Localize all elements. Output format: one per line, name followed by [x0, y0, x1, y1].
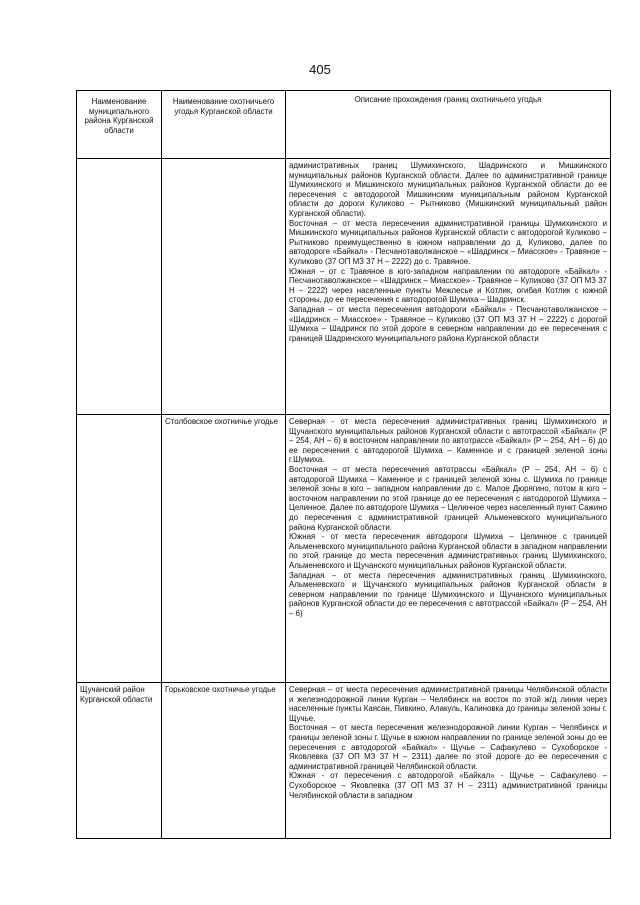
- boundary-paragraph: Южная - от места пересечения автодороги Шумиха – Целинное с границей Альменевского муниципального района Курганской области в западном направлении по этой границе до места пересечения административных границ Шумихинского, Альменевского и Щучанского муниципальных районов Курганской области.: [289, 532, 607, 570]
- header-district: Наименование муниципального района Курганской области: [77, 91, 162, 159]
- boundary-paragraph: Восточная – от места пересечения железнодорожной линии Курган – Челябинск и границы зеленой зоны г. Щучье в южном направлении по границе зеленой зоны до ее пересечения с автодорогой «Байкал» - Щучье – Сафакулево – Сухоборское - Яковлевка (37 ОП МЗ 37 Н – 2311) далее по этой дороге до ее пересечения с административной границей Челябинской области.: [289, 723, 607, 771]
- boundary-description-cell: [286, 415, 611, 683]
- table-row: [77, 415, 611, 683]
- boundary-paragraph: Западная – от места пересечения административных границ Шумихинского, Альменевского и Щучанского муниципальных районов Курганской области в северном направлении по границе Шумихинского и Щучанского муниципальных районов Курганской области до ее пересечения с автотрассой «Байкал» (Р – 254, АН – 6): [289, 570, 607, 618]
- boundary-paragraph: Северная – от места пересечения административной границы Челябинской области и железнодорожной линии Курган – Челябинск на восток по этой ж/д линии через населенные пункты Каясан, Пивкино, Алакуль, Калиновка до границы зеленой зоны г. Щучье.: [289, 685, 607, 723]
- header-hunting-area: Наименование охотничьего угодья Курганской области: [162, 91, 286, 159]
- district-cell: [77, 159, 162, 415]
- boundary-paragraph: административных границ Шумихинского, Шадринского и Мишкинского муниципальных районов Курганской области. Далее по административной границе Шумихинского и Мишкинского муниципальных районов Курганской области до ее пересечения с автодорогой Мишкинским муниципальным районом Курганской области до дороги Куликово – Рытниково (Мишкинский муниципальный район Курганской области).: [289, 161, 607, 218]
- boundary-paragraph: Западная – от места пересечения автодороги «Байкал» - Песчанотаволжанское – «Шадринск – Миасское» - Травяное – Куликово (37 ОП МЗ 37 Н – 2222) с дорогой Шумиха – Шадринск по этой дороге в северном направлении до ее пересечения с границей Шадринского муниципального района Курганской области: [289, 304, 607, 343]
- hunting-area-cell: Столбовское охотничье угодье: [162, 415, 286, 683]
- table-row: [77, 683, 611, 839]
- table-header-row: [77, 91, 611, 159]
- hunting-area-cell: [162, 159, 286, 415]
- district-cell: Щучанский район Курганской области: [77, 683, 162, 839]
- district-cell: [77, 415, 162, 683]
- hunting-grounds-table: [76, 90, 611, 839]
- boundary-description-cell: [286, 683, 611, 839]
- boundary-description-cell: [286, 159, 611, 415]
- boundary-paragraph: Восточная – от места пересечения административной границы Шумихинского и Мишкинского муниципальных районов Курганской области с автодорогой Куликово – Рытниково преимущественно в южном направлении до д. Куликово, далее по автодороге «Байкал» - Песчанотаволжанское – «Шадринск – Миасское» - Травяное – Куликово (37 ОП МЗ 37 Н – 2222) до с. Травяное.: [289, 218, 607, 266]
- boundary-paragraph: Восточная – от места пересечения автотрассы «Байкал» (Р – 254, АН – 6) с автодорогой Шумиха – Каменное и с границей зеленой зоны с. Шумиха по границе зеленой зоны в юго – западном направлении до с. Малое Дюрягино, потом в юго – восточном направлении по этой границе до ее пересечения с автодорогой Шумиха – Целинное. Далее по автодороге Шумиха – Целинное через населенный пункт Сажино до пересечения с административной границей Альменевского муниципального района Курганской области.: [289, 464, 607, 532]
- boundary-paragraph: Северная - от места пересечения административных границ Шумихинского и Щучанского муниципальных районов Курганской области с автотрассой «Байкал» (Р – 254, АН – 6) в восточном направлении по автотрассе «Байкал» (Р – 254, АН – 6) до ее пересечения с автодорогой Шумиха – Каменное и с границей зеленой зоны г.Шумиха.: [289, 417, 607, 465]
- header-boundary-description: Описание прохождения границ охотничьего угодья: [286, 91, 611, 159]
- boundary-paragraph: Южная - от пересечения с автодорогой «Байкал» - Щучье – Сафакулево – Сухоборское – Яковлевка (37 ОП МЗ 37 Н – 2311) административной границы Челябинской области в западном: [289, 771, 607, 800]
- hunting-area-cell: Горьковское охотничье угодье: [162, 683, 286, 839]
- table-row: [77, 159, 611, 415]
- boundary-paragraph: Южная – от с Травяное в юго-западном направлении по автодороге «Байкал» - Песчанотаволжанское – «Шадринск – Миасское» - Травяное – Куликово (37 ОП МЗ 37 Н – 2222) через населенные пункты Межлесье и Котлик, огибая Котлик с южной стороны, до ее пересечения с автодорогой Шумиха – Шадринск.: [289, 266, 607, 305]
- page-number: 405: [309, 62, 331, 77]
